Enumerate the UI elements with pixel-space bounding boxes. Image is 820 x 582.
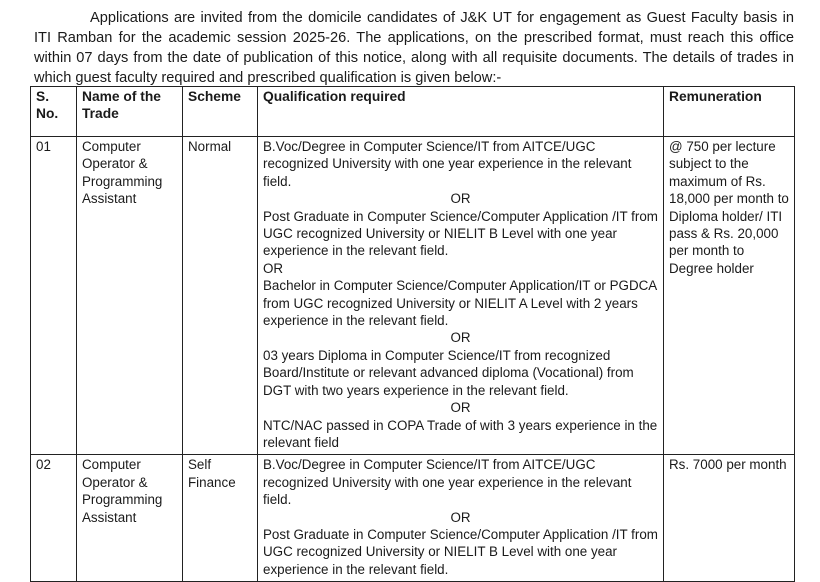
table-row: [31, 455, 795, 582]
notice-intro-text: Applications are invited from the domicile candidates of J&K UT for engagement as Guest Faculty basis in ITI Ramban for the academic session 2025-26. The applications, on the prescribed format, must reach this office within 07 days from the date of publication of this notice, along with all requisite documents. The details of trades in which guest faculty required and prescribed qualification is given below:-: [34, 10, 794, 86]
qualification-item: 03 years Diploma in Computer Science/IT from recognized Board/Institute or relevant advanced diploma (Vocational) from DGT with two years experience in the relevant field.: [263, 347, 634, 398]
table-header-row: [31, 87, 795, 137]
cell-remuneration: Rs. 7000 per month: [664, 455, 795, 582]
header-scheme: Scheme: [183, 87, 258, 137]
table-row: [31, 137, 795, 455]
cell-remuneration: @ 750 per lecture subject to the maximum of Rs. 18,000 per month to Diploma holder/ ITI pass & Rs. 20,000 per month to Degree holder: [664, 137, 795, 455]
header-qualification: Qualification required: [258, 87, 664, 137]
notice-intro: [34, 8, 794, 88]
qualification-or: OR: [450, 509, 471, 525]
cell-sno: 02: [31, 455, 77, 582]
qualification-or: OR: [450, 191, 471, 207]
qualification-item: Bachelor in Computer Science/Computer Application/IT or PGDCA from UGC recognized University or NIELIT A Level with 2 years experience in the relevant field.: [263, 278, 657, 329]
qualification-or: OR: [450, 330, 471, 346]
cell-trade: Computer Operator & Programming Assistant: [77, 455, 183, 582]
header-remuneration: Remuneration: [664, 87, 795, 137]
trades-table: [30, 86, 795, 582]
qualification-item: Post Graduate in Computer Science/Computer Application /IT from UGC recognized University or NIELIT B Level with one year experience in the relevant field.: [263, 208, 658, 259]
qualification-item: NTC/NAC passed in COPA Trade of with 3 years experience in the relevant field: [263, 417, 658, 450]
qualification-item: B.Voc/Degree in Computer Science/IT from AITCE/UGC recognized University with one year experience in the relevant field.: [263, 139, 632, 189]
cell-scheme: Normal: [183, 137, 258, 455]
qualification-or: OR: [263, 260, 284, 276]
qualification-or: OR: [450, 400, 471, 416]
header-sno: S. No.: [31, 87, 77, 137]
cell-sno: 01: [31, 137, 77, 455]
qualification-item: B.Voc/Degree in Computer Science/IT from AITCE/UGC recognized University with one year experience in the relevant field.: [263, 457, 632, 508]
cell-trade: Computer Operator & Programming Assistant: [77, 137, 183, 455]
qualification-item: Post Graduate in Computer Science/Computer Application /IT from UGC recognized University or NIELIT B Level with one year experience in the relevant field.: [263, 526, 658, 577]
cell-scheme: Self Finance: [183, 455, 258, 582]
header-trade: Name of the Trade: [77, 87, 183, 137]
cell-qualification: [258, 455, 664, 582]
cell-qualification: [258, 137, 664, 455]
